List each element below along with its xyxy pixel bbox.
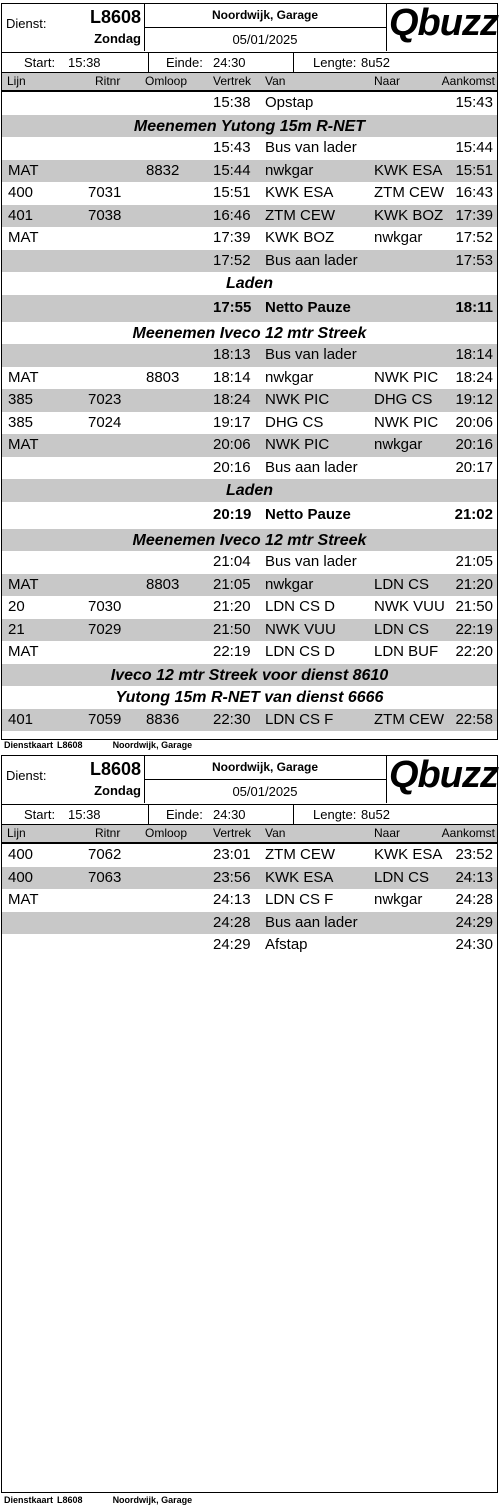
section-heading: Laden <box>2 272 497 295</box>
col-vertrek: Vertrek <box>213 74 252 88</box>
trip-row <box>2 205 497 228</box>
cell-van: LDN CS F <box>265 710 334 728</box>
cell-aankomst: 21:50 <box>455 598 493 615</box>
cell-lijn: MAT <box>8 368 39 386</box>
einde-time: 24:30 <box>213 807 246 822</box>
footer-location: Noordwijk, Garage <box>112 1495 193 1505</box>
dienstkaart-page-1 <box>0 0 500 755</box>
cell-naar: nwkgar <box>374 229 423 246</box>
cell-van: NWK VUU <box>265 620 336 638</box>
lengte-value: 8u52 <box>361 55 390 70</box>
trip-row <box>2 709 497 732</box>
start-time: 15:38 <box>68 807 101 822</box>
cell-aankomst: 20:17 <box>455 458 493 476</box>
cell-vertrek: 15:44 <box>213 161 251 179</box>
cell-omloop: 8803 <box>146 368 180 386</box>
cell-van: Bus van lader <box>265 139 357 156</box>
cell-naar: LDN CS <box>374 620 430 638</box>
cell-vertrek: 17:52 <box>213 251 251 269</box>
cell-van: ZTM CEW <box>265 206 335 224</box>
col-naar: Naar <box>374 74 401 88</box>
start-cell <box>2 805 149 824</box>
cell-naar: nwkgar <box>374 891 423 908</box>
trip-row <box>2 867 497 890</box>
cell-ritnr: 7063 <box>88 868 122 886</box>
cell-van: nwkgar <box>265 161 314 179</box>
cell-lijn: MAT <box>8 643 39 660</box>
col-ritnr: Ritnr <box>95 74 121 88</box>
cell-van: ZTM CEW <box>265 846 335 863</box>
cell-naar: NWK VUU <box>374 598 445 615</box>
cell-aankomst: 22:20 <box>455 643 493 660</box>
location-cell <box>144 4 387 51</box>
section-heading: Yutong 15m R-NET van dienst 6666 <box>2 686 497 709</box>
dienst-cell <box>2 4 145 51</box>
qbuzz-logo: Qbuzz <box>389 754 498 796</box>
location: Noordwijk, Garage <box>144 4 386 28</box>
start-label: Start: <box>24 55 56 70</box>
footer-dienst: L8608 <box>57 740 83 750</box>
cell-aankomst: 23:52 <box>455 846 493 863</box>
cell-lijn: MAT <box>8 436 39 453</box>
pause-start: 20:19 <box>213 505 252 523</box>
cell-ritnr: 7059 <box>88 710 122 728</box>
page-frame <box>1 755 498 1493</box>
dienst-number: L8608 <box>89 759 141 779</box>
cell-van: DHG CS <box>265 413 324 431</box>
date: 05/01/2025 <box>232 784 298 799</box>
start-time: 15:38 <box>68 55 101 70</box>
dienst-number: L8608 <box>89 7 141 27</box>
cell-omloop: 8832 <box>146 161 180 179</box>
cell-naar: LDN BUF <box>374 643 439 660</box>
pause-label: Netto Pauze <box>265 505 351 523</box>
cell-van: nwkgar <box>265 368 314 386</box>
einde-label: Einde: <box>166 55 203 70</box>
cell-vertrek: 20:16 <box>213 458 251 476</box>
cell-vertrek: 18:24 <box>213 391 251 408</box>
cell-aankomst: 15:43 <box>455 94 493 111</box>
header <box>2 756 497 805</box>
trip-table <box>2 92 497 731</box>
cell-van: Bus aan lader <box>265 913 358 931</box>
col-ritnr: Ritnr <box>95 826 121 840</box>
cell-van: KWK BOZ <box>265 229 335 246</box>
cell-vertrek: 15:43 <box>213 139 251 156</box>
subheader <box>2 53 497 73</box>
cell-aankomst: 18:14 <box>455 346 493 363</box>
cell-naar: NWK PIC <box>374 413 439 431</box>
trip-row <box>2 912 497 935</box>
page-frame <box>1 3 498 740</box>
footer <box>4 1495 220 1505</box>
cell-naar: KWK BOZ <box>374 206 444 224</box>
cell-ritnr: 7038 <box>88 206 122 224</box>
logo-cell <box>386 4 497 51</box>
subheader <box>2 805 497 825</box>
col-lijn: Lijn <box>7 826 26 840</box>
einde-time: 24:30 <box>213 55 246 70</box>
cell-ritnr: 7031 <box>88 184 122 201</box>
section-heading: Meenemen Yutong 15m R-NET <box>2 115 497 138</box>
cell-aankomst: 20:06 <box>455 413 493 431</box>
footer-location: Noordwijk, Garage <box>112 740 193 750</box>
trip-row <box>2 574 497 597</box>
cell-vertrek: 19:17 <box>213 413 251 431</box>
cell-ritnr: 7023 <box>88 391 122 408</box>
trip-row <box>2 844 497 867</box>
col-aankomst: Aankomst <box>441 826 495 840</box>
section-heading: Iveco 12 mtr Streek voor dienst 8610 <box>2 664 497 687</box>
col-omloop: Omloop <box>145 74 188 88</box>
location: Noordwijk, Garage <box>144 756 386 780</box>
cell-aankomst: 24:29 <box>455 913 493 931</box>
cell-van: NWK PIC <box>265 436 330 453</box>
cell-vertrek: 24:28 <box>213 913 251 931</box>
cell-naar: NWK PIC <box>374 368 439 386</box>
einde-label: Einde: <box>166 807 203 822</box>
cell-lijn: 401 <box>8 710 34 728</box>
cell-lijn: 21 <box>8 620 25 638</box>
cell-aankomst: 17:53 <box>455 251 493 269</box>
dienst-label: Dienst: <box>6 768 47 783</box>
trip-row <box>2 596 497 619</box>
cell-van: Bus aan lader <box>265 458 358 476</box>
dienst-cell <box>2 756 145 803</box>
qbuzz-logo: Qbuzz <box>389 2 498 44</box>
cell-naar: ZTM CEW <box>374 710 444 728</box>
trip-row <box>2 250 497 273</box>
cell-van: KWK ESA <box>265 868 334 886</box>
trip-row <box>2 367 497 390</box>
cell-van: Bus van lader <box>265 553 357 570</box>
cell-vertrek: 18:14 <box>213 368 251 386</box>
cell-naar: KWK ESA <box>374 846 443 863</box>
col-omloop: Omloop <box>145 826 188 840</box>
cell-vertrek: 20:06 <box>213 436 251 453</box>
cell-lijn: 385 <box>8 413 34 431</box>
header <box>2 4 497 53</box>
cell-aankomst: 20:16 <box>455 436 493 453</box>
pause-end: 18:11 <box>455 298 493 316</box>
footer-title: Dienstkaart <box>4 740 54 750</box>
lengte-label: Lengte: <box>313 55 357 70</box>
dienst-day: Zondag <box>94 783 141 798</box>
cell-vertrek: 18:13 <box>213 346 251 363</box>
cell-vertrek: 21:05 <box>213 575 251 593</box>
einde-cell <box>148 53 294 72</box>
dienst-day: Zondag <box>94 31 141 46</box>
cell-aankomst: 24:13 <box>455 868 493 886</box>
lengte-cell <box>293 805 497 824</box>
cell-ritnr: 7029 <box>88 620 122 638</box>
trip-row <box>2 389 497 412</box>
cell-aankomst: 15:51 <box>455 161 493 179</box>
lengte-value: 8u52 <box>361 807 390 822</box>
cell-vertrek: 23:01 <box>213 846 251 863</box>
cell-van: Afstap <box>265 936 308 953</box>
cell-ritnr: 7024 <box>88 413 122 431</box>
date: 05/01/2025 <box>232 32 298 47</box>
trip-row <box>2 434 497 457</box>
cell-lijn: MAT <box>8 229 39 246</box>
column-header <box>2 73 497 92</box>
section-heading: Laden <box>2 479 497 502</box>
trip-row <box>2 934 497 957</box>
cell-omloop: 8836 <box>146 710 180 728</box>
cell-vertrek: 22:30 <box>213 710 251 728</box>
section-heading: Meenemen Iveco 12 mtr Streek <box>2 529 497 552</box>
cell-lijn: 20 <box>8 598 25 615</box>
pause-end: 21:02 <box>454 505 493 523</box>
cell-omloop: 8803 <box>146 575 180 593</box>
cell-van: Bus aan lader <box>265 251 358 269</box>
col-lijn: Lijn <box>7 74 26 88</box>
trip-row <box>2 457 497 480</box>
trip-row <box>2 619 497 642</box>
cell-van: Bus van lader <box>265 346 357 363</box>
location-cell <box>144 756 387 803</box>
cell-lijn: 385 <box>8 391 34 408</box>
cell-van: NWK PIC <box>265 391 330 408</box>
cell-aankomst: 21:05 <box>455 553 493 570</box>
col-naar: Naar <box>374 826 401 840</box>
cell-aankomst: 24:28 <box>455 891 493 908</box>
cell-naar: LDN CS <box>374 575 430 593</box>
logo-cell <box>386 756 497 803</box>
cell-aankomst: 22:58 <box>455 710 493 728</box>
start-label: Start: <box>24 807 56 822</box>
cell-lijn: MAT <box>8 575 39 593</box>
dienstkaart-page-2 <box>0 755 500 1512</box>
footer-dienst: L8608 <box>57 1495 83 1505</box>
cell-vertrek: 24:13 <box>213 891 251 908</box>
cell-aankomst: 17:39 <box>455 206 493 224</box>
dienst-label: Dienst: <box>6 16 47 31</box>
column-header <box>2 825 497 844</box>
trip-table <box>2 844 497 957</box>
cell-lijn: 400 <box>8 846 34 863</box>
cell-van: LDN CS F <box>265 891 334 908</box>
cell-vertrek: 21:50 <box>213 620 251 638</box>
cell-vertrek: 23:56 <box>213 868 251 886</box>
cell-vertrek: 15:51 <box>213 184 251 201</box>
cell-lijn: 400 <box>8 868 34 886</box>
pause-row <box>2 295 497 322</box>
cell-vertrek: 21:04 <box>213 553 251 570</box>
trip-row <box>2 889 497 912</box>
cell-aankomst: 17:52 <box>455 229 493 246</box>
cell-naar: DHG CS <box>374 391 433 408</box>
section-heading: Meenemen Iveco 12 mtr Streek <box>2 322 497 345</box>
start-cell <box>2 53 149 72</box>
pause-start: 17:55 <box>213 298 252 316</box>
cell-naar: LDN CS <box>374 868 430 886</box>
trip-row <box>2 160 497 183</box>
cell-vertrek: 17:39 <box>213 229 251 246</box>
trip-row <box>2 412 497 435</box>
pause-row <box>2 502 497 529</box>
trip-row <box>2 344 497 367</box>
cell-vertrek: 22:19 <box>213 643 251 660</box>
col-vertrek: Vertrek <box>213 826 252 840</box>
trip-row <box>2 182 497 205</box>
col-aankomst: Aankomst <box>441 74 495 88</box>
cell-ritnr: 7062 <box>88 846 122 863</box>
cell-naar: KWK ESA <box>374 161 443 179</box>
cell-aankomst: 18:24 <box>455 368 493 386</box>
col-van: Van <box>265 826 286 840</box>
trip-row <box>2 641 497 664</box>
cell-aankomst: 21:20 <box>455 575 493 593</box>
cell-naar: ZTM CEW <box>374 184 444 201</box>
trip-row <box>2 227 497 250</box>
cell-van: KWK ESA <box>265 184 334 201</box>
trip-row <box>2 551 497 574</box>
lengte-cell <box>293 53 497 72</box>
footer-title: Dienstkaart <box>4 1495 54 1505</box>
cell-van: Opstap <box>265 94 314 111</box>
cell-vertrek: 21:20 <box>213 598 251 615</box>
cell-van: LDN CS D <box>265 598 336 615</box>
cell-vertrek: 16:46 <box>213 206 251 224</box>
cell-aankomst: 19:12 <box>455 391 493 408</box>
cell-aankomst: 22:19 <box>455 620 493 638</box>
lengte-label: Lengte: <box>313 807 357 822</box>
trip-row <box>2 137 497 160</box>
cell-vertrek: 15:38 <box>213 94 251 111</box>
cell-ritnr: 7030 <box>88 598 122 615</box>
cell-vertrek: 24:29 <box>213 936 251 953</box>
cell-van: LDN CS D <box>265 643 336 660</box>
cell-lijn: MAT <box>8 161 39 179</box>
cell-lijn: 401 <box>8 206 34 224</box>
cell-lijn: 400 <box>8 184 34 201</box>
cell-lijn: MAT <box>8 891 39 908</box>
cell-aankomst: 15:44 <box>455 139 493 156</box>
cell-aankomst: 16:43 <box>455 184 493 201</box>
cell-van: nwkgar <box>265 575 314 593</box>
trip-row <box>2 92 497 115</box>
cell-aankomst: 24:30 <box>455 936 493 953</box>
cell-naar: nwkgar <box>374 436 423 453</box>
pause-label: Netto Pauze <box>265 298 351 316</box>
col-van: Van <box>265 74 286 88</box>
footer <box>4 740 220 750</box>
einde-cell <box>148 805 294 824</box>
